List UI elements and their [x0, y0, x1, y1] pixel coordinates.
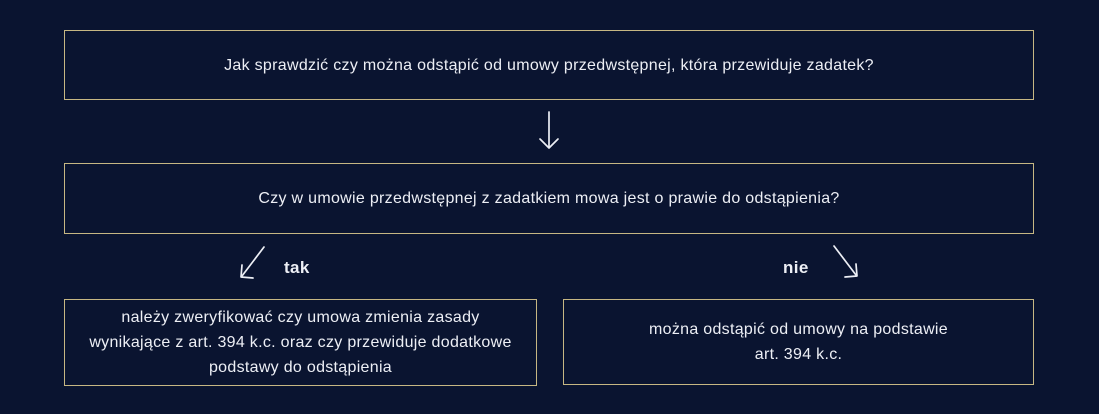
no-result-line: art. 394 k.c.: [754, 346, 843, 363]
yes-result-line: podstawy do odstąpienia: [208, 359, 393, 376]
question-box: [64, 30, 1034, 100]
no-result-box: [563, 299, 1034, 385]
branch-label-nie: nie: [783, 258, 809, 277]
yes-result-box: [64, 299, 537, 386]
decision-text: Czy w umowie przedwstępnej z zadatkiem mowa jest o prawie do odstąpienia?: [258, 190, 840, 207]
yes-result-line: należy zweryfikować czy umowa zmienia zasady: [121, 309, 480, 326]
decision-box: [64, 163, 1034, 234]
arrow-down-icon: [536, 108, 562, 154]
branch-label-tak: tak: [284, 258, 310, 277]
arrow-down-right-icon: [830, 242, 862, 282]
question-text: Jak sprawdzić czy można odstąpić od umowy przedwstępnej, która przewiduje zadatek?: [224, 56, 874, 74]
yes-result-line: wynikające z art. 394 k.c. oraz czy przewiduje dodatkowe: [89, 334, 512, 351]
arrow-down-left-icon: [236, 243, 268, 283]
no-result-line: można odstąpić od umowy na podstawie: [649, 321, 948, 338]
